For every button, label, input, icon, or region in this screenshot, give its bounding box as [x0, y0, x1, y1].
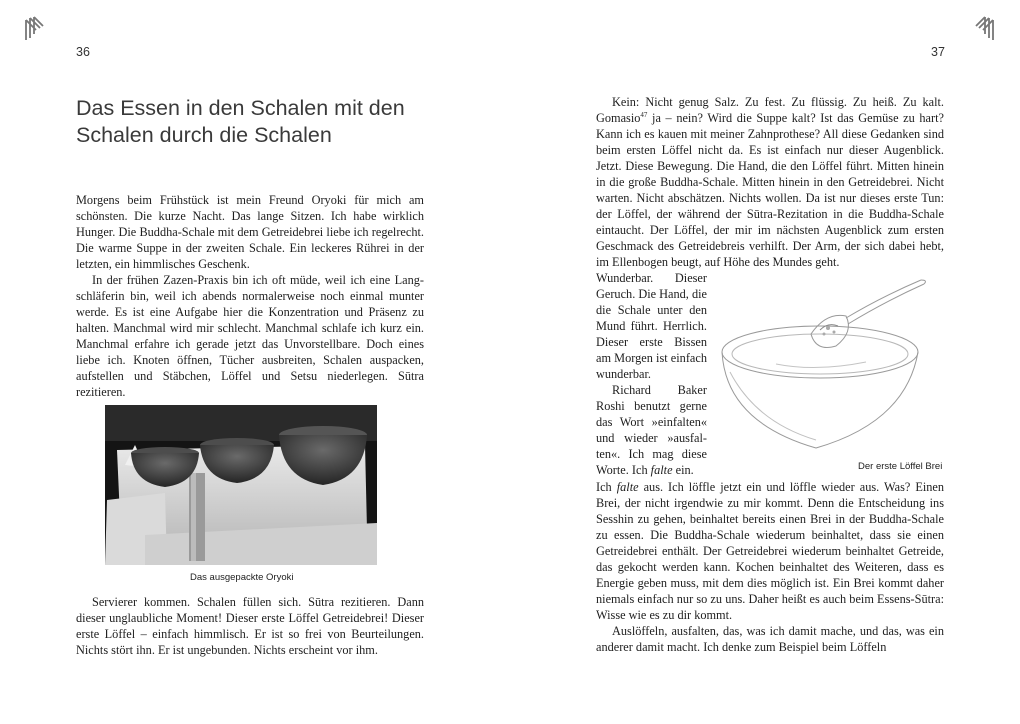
- page-number-right: 37: [931, 45, 945, 59]
- italic-word: falte: [650, 463, 673, 477]
- photo-caption: Das ausgepackte Oryoki: [190, 572, 294, 583]
- paragraph: [596, 94, 944, 270]
- text-run: Kein: Nicht genug Salz. Zu fest. Zu flüssig. Zu heiß. Zu kalt. Gomasio: [596, 95, 944, 125]
- paragraph: Servierer kommen. Schalen füllen sich. Sūtra rezitieren. Dann dieser unglaubliche Moment! Dieser erste Löffel Getreidebrei! Dieser erste Löffel – einfach himmlisch. Er ist so frei von Beurteilungen. Nichts stört ihn. Er ist ungebunden. Nichts erscheint vor ihm.: [76, 595, 424, 657]
- oryoki-bowls-image: [105, 405, 377, 565]
- paragraph: Wunderbar. Dieser Geruch. Die Hand, die die Schale unter den Mund führt. Herrlich. Dieser erste Bissen am Morgen ist einfach wunderbar.: [596, 271, 707, 381]
- footnote-ref: 47: [640, 110, 648, 119]
- left-body-text-top: [76, 192, 424, 400]
- text-run: Richard Baker Roshi benutzt gerne das Wort »einfalten« und wieder »ausfalten«. Ich mag diese Worte. Ich: [596, 383, 707, 477]
- bowl-sketch-image: [716, 272, 946, 458]
- drawing-caption: Der erste Löffel Brei: [858, 461, 943, 472]
- italic-word: falte: [616, 480, 639, 494]
- left-body-text-bottom: [76, 594, 424, 658]
- chapter-heading: Das Essen in den Schalen mit den Schalen durch die Schalen: [76, 96, 405, 147]
- text-run: Ich: [596, 480, 617, 494]
- text-run: ein.: [672, 463, 694, 477]
- right-body-text-narrow: [596, 270, 707, 478]
- paragraph: Morgens beim Frühstück ist mein Freund Oryoki für mich am schönsten. Die kurze Nacht. Das lange Sitzen. Ich habe wirklich Hunger. Die Buddha-Schale mit dem Getreidebrei liebe ich regelrecht. Die warme Suppe in der zweiten Schale. Ein leckeres Rührei in der letzten, ein himmlisches Geschenk.: [76, 193, 424, 271]
- right-body-text-bottom: [596, 479, 944, 655]
- page-number-left: 36: [76, 45, 90, 59]
- right-body-text-top: [596, 94, 944, 270]
- text-run: ja – nein? Wird die Suppe kalt? Ist das Gemüse zu hart? Kann ich es kauen mit meiner Zahnprothese? All diese Gedanken sind beim ersten Löffel nicht da. Es ist einfach nur dieser Augenblick. Jetzt. Diese Bewegung. Die Hand, die den Löffel führt. Mitten hinein in die große Buddha-Schale. Mitten hinein in den Getreidebrei. Nicht warten. Nicht abschätzen. Nichts wollen. Da ist nur dieses erste Tun: der Löffel, der während der Sūtra-Rezitation in die Buddha-Schale eintaucht. Der Löffel, der mir im nächsten Augenblick zum ersten Geschmack des Getreidebreis verhilft. Der Arm, der sich dabei hebt, im Ellenbogen beugt, auf Höhe des Mundes geht.: [596, 111, 944, 269]
- publisher-logo-icon: [24, 16, 46, 42]
- publisher-logo-icon: [973, 16, 995, 42]
- text-run: aus. Ich löffle jetzt ein und löffle wieder aus. Was? Einen Brei, der nicht irgendwie zu mir kommt. Denn die Entscheidung ins Sesshin zu gehen, beinhaltet bereits einen Brei in der Buddha-Schale zu essen. Die Buddha-Schale wiederum beinhaltet, dass sie einen Getreidebrei enthält. Der Getreidebrei wiederum beinhaltet Getreide, das gekocht werden kann. Kochen beinhaltet des Weiteren, dass es Energie geben muss, mit dem dies möglich ist. Ein Brei kommt daher niemals einfach nur so zu uns. Daher heißt es auch beim Essens-Sūtra: Wisse wie es zu dir kommt.: [596, 480, 944, 622]
- paragraph: [596, 382, 707, 478]
- paragraph: [596, 479, 944, 623]
- bowl-spoon-drawing: [716, 272, 946, 458]
- paragraph: In der frühen Zazen-Praxis bin ich oft müde, weil ich eine Langschläferin bin, weil ich abends normalerweise noch einmal munter werde. Es ist eine Aufgabe hier die Konzentration und Präsenz zu halten. Manchmal wird mir schlecht. Manchmal schlafe ich kurz ein. Manchmal erfahre ich gerade jetzt das Unvorstellbare. Doch eines liebe ich. Knoten öffnen, Tücher ausbreiten, Schalen auspacken, aufstellen und Stäbchen, Löffel und Setsu niederlegen. Sūtra rezitieren.: [76, 273, 424, 399]
- paragraph: Auslöffeln, ausfalten, das, was ich damit mache, und das, was ein anderer damit macht. Ich denke zum Beispiel beim Löffeln: [596, 624, 944, 654]
- oryoki-photo: [105, 405, 377, 565]
